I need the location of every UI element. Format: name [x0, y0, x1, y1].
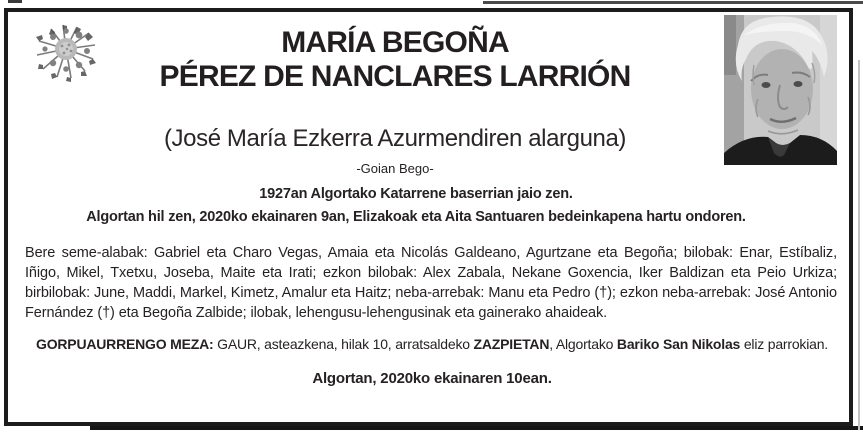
deceased-name: [12, 26, 778, 94]
closing-place-date-line: Algortan, 2020ko ekainaren 10ean.: [312, 370, 552, 387]
adjacent-frame-fragment-top-right: [483, 1, 863, 4]
adjacent-frame-fragment-top-left: [8, 0, 22, 3]
spouse-relation-line: (José María Ezkerra Azurmendiren alarguna): [163, 125, 627, 152]
deceased-name-line2: PÉREZ DE NANCLARES LARRIÓN: [159, 60, 631, 93]
adjacent-frame-fragment-bottom: [90, 426, 863, 430]
adjacent-frame-fragment-right: [858, 60, 860, 430]
family-members-paragraph: Bere seme-alabak: Gabriel eta Charo Vegas, Amaia eta Nicolás Galdeano, Agurtzane eta Begoña; bilobak: Enar, Estíbaliz, Iñigo, Mikel, Txetxu, Joseba, Maite eta Irati; ezkon bilobak: Alex Zabala, Nekane Goxencia, Iker Baldizan eta Peio Urkiza; birbilobak: June, Maddi, Markel, Kimetz, Amalur eta Haitz; neba-arrebak: Manu eta Pedro (†); ezkon neba-arrebak: José Antonio Fernández (†) eta Begoña Zalbide; ilobak, lehengusu-lehengusinak eta gainerako ahaideak.: [25, 245, 837, 321]
funeral-mass-line: GORPUAURRENGO MEZA: GAUR, asteazkena, hilak 10, arratsaldeko ZAZPIETAN, Algortako Bariko San Nikolas eliz parrokian.: [36, 336, 828, 352]
birth-line: 1927an Algortako Katarrene baserrian jaio zen.: [259, 186, 573, 202]
motto-goian-bego: -Goian Bego-: [356, 161, 434, 176]
death-line: Algortan hil zen, 2020ko ekainaren 9an, Elizakoak eta Aita Santuaren bedeinkapena hartu ondoren.: [86, 209, 746, 225]
deceased-name-line1: MARÍA BEGOÑA: [281, 26, 509, 59]
